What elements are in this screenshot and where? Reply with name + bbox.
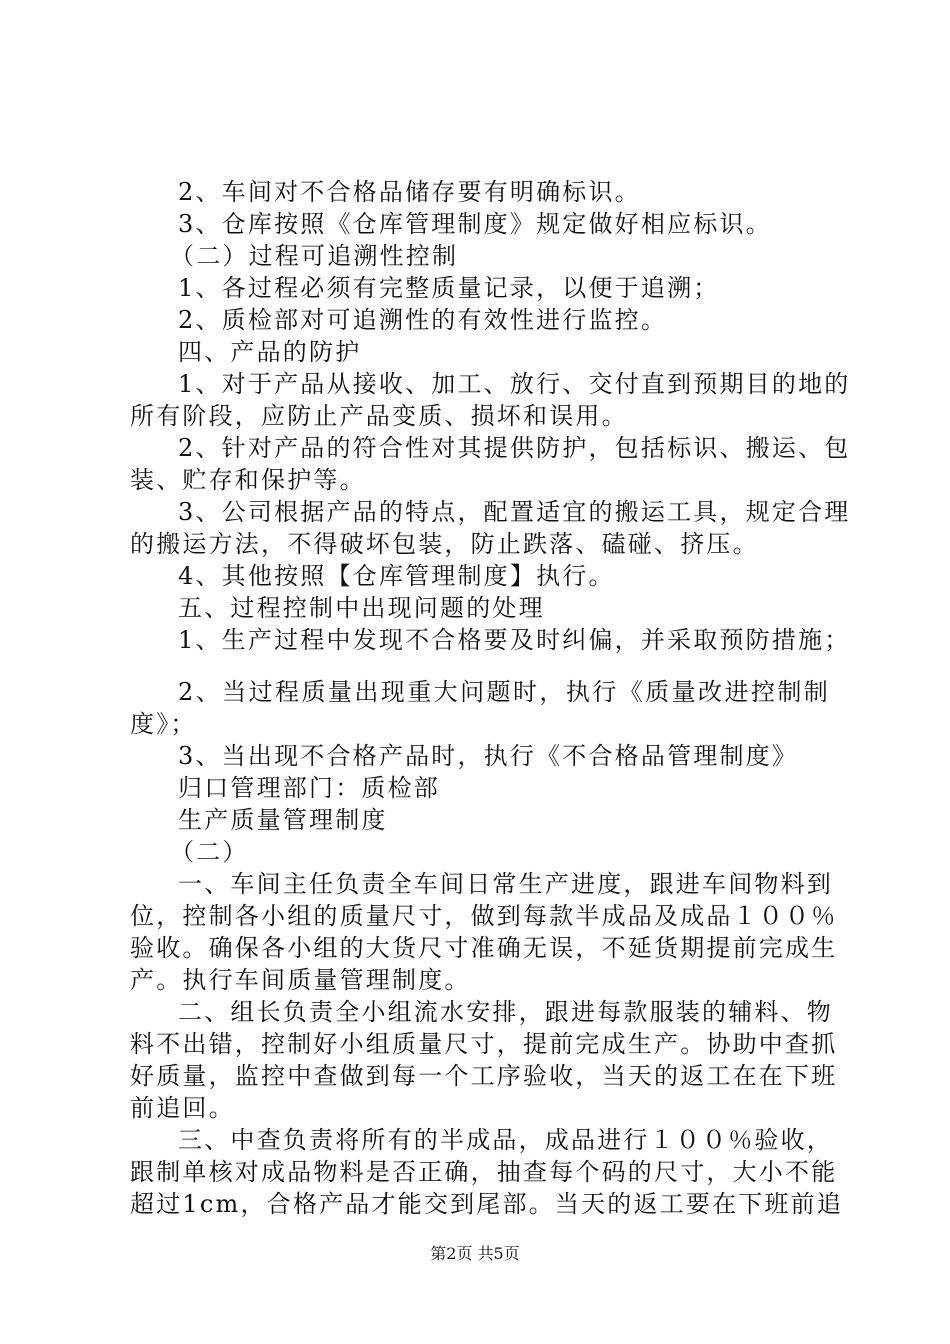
paragraph-line: 2、车间对不合格品储存要有明确标识。	[178, 178, 641, 206]
paragraph-line: 1、生产过程中发现不合格要及时纠偏，并采取预防措施；	[178, 626, 851, 654]
paragraph-line: 产。执行车间质量管理制度。	[130, 966, 471, 994]
paragraph-line: 前追回。	[130, 1094, 235, 1122]
paragraph-line: 所有阶段，应防止产品变质、损坏和误用。	[130, 402, 628, 430]
paragraph-line: 三、中查负责将所有的半成品，成品进行１００％验收，	[178, 1126, 833, 1154]
paragraph-line: 的搬运方法，不得破坏包装，防止跌落、磕碰、挤压。	[130, 530, 759, 558]
paragraph-line: 位，控制各小组的质量尺寸，做到每款半成品及成品１００％	[130, 902, 838, 930]
paragraph-line: 3、仓库按照《仓库管理制度》规定做好相应标识。	[178, 210, 772, 238]
paragraph-line: 3、公司根据产品的特点，配置适宜的搬运工具，规定合理	[178, 498, 851, 526]
paragraph-line: 2、针对产品的符合性对其提供防护，包括标识、搬运、包	[178, 434, 851, 462]
paragraph-line: 3、当出现不合格产品时，执行《不合格品管理制度》	[178, 742, 799, 770]
paragraph-line: 4、其他按照【仓库管理制度】执行。	[178, 562, 615, 590]
paragraph-line: 1、各过程必须有完整质量记录，以便于追溯；	[178, 274, 720, 302]
section-heading: 五、过程控制中出现问题的处理	[178, 594, 545, 622]
paragraph-line: 1、对于产品从接收、加工、放行、交付直到预期目的地的	[178, 370, 851, 398]
paragraph-line: 2、质检部对可追溯性的有效性进行监控。	[178, 306, 668, 334]
blank-space	[130, 656, 830, 676]
paragraph-line: 跟制单核对成品物料是否正确，抽查每个码的尺寸，大小不能	[130, 1158, 838, 1186]
document-body	[130, 176, 851, 1220]
section-heading: （二）过程可追溯性控制	[170, 242, 459, 270]
section-heading: （二）	[170, 838, 249, 866]
document-title: 生产质量管理制度	[178, 806, 388, 834]
paragraph-line: 验收。确保各小组的大货尺寸准确无误，不延货期提前完成生	[130, 934, 838, 962]
paragraph-line: 一、车间主任负责全车间日常生产进度，跟进车间物料到	[178, 870, 833, 898]
page-number: 第2页 共5页	[430, 1244, 520, 1263]
section-heading: 四、产品的防护	[178, 338, 362, 366]
paragraph-line: 料不出错，控制好小组质量尺寸，提前完成生产。协助中查抓	[130, 1030, 838, 1058]
paragraph-line: 装、贮存和保护等。	[130, 466, 366, 494]
paragraph-line: 好质量，监控中查做到每一个工序验收，当天的返工在在下班	[130, 1062, 838, 1090]
department-line: 归口管理部门：质检部	[178, 774, 440, 802]
paragraph-line: 超过1cm，合格产品才能交到尾部。当天的返工要在下班前追	[130, 1190, 844, 1218]
page-footer	[0, 1244, 950, 1264]
paragraph-line: 2、当过程质量出现重大问题时，执行《质量改进控制制	[178, 678, 830, 706]
paragraph-line: 二、组长负责全小组流水安排，跟进每款服装的辅料、物	[178, 998, 833, 1026]
paragraph-line: 度》；	[130, 710, 197, 738]
